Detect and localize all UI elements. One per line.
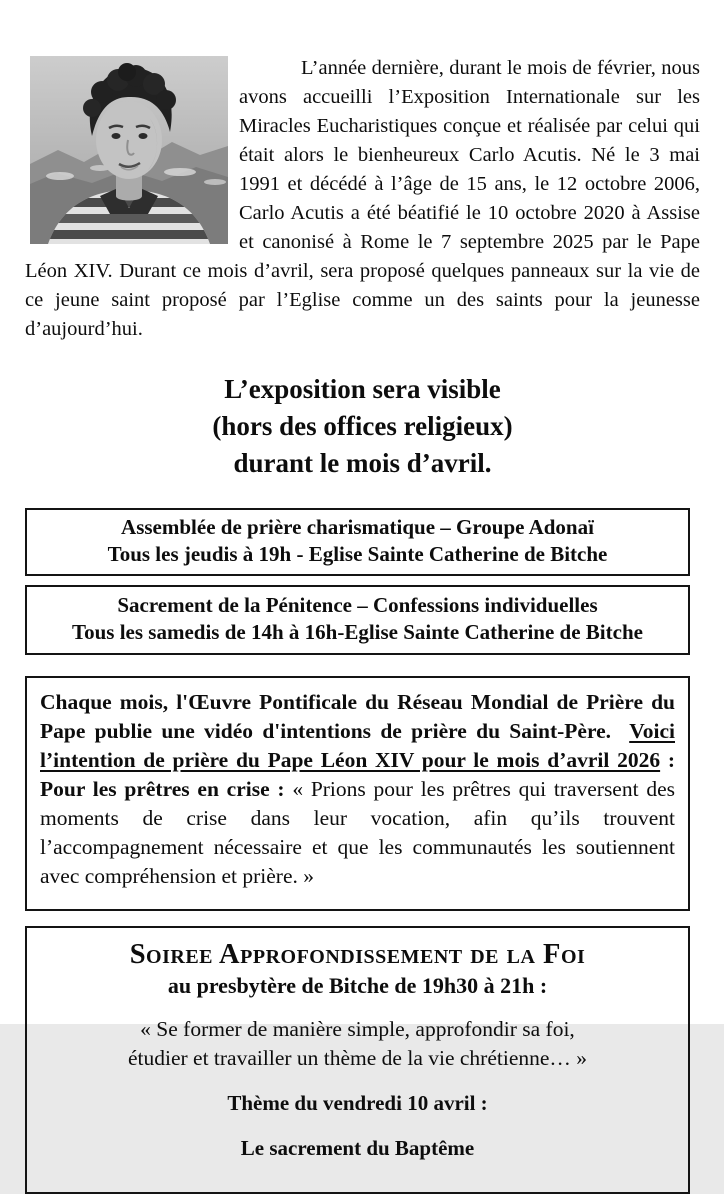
pope-intention-box [25,676,690,911]
portrait-illustration [30,56,228,244]
soiree-subtitle: au presbytère de Bitche de 19h30 à 21h : [167,972,548,998]
penitence-box-schedule: Tous les samedis de 14h à 16h-Eglise Sainte Catherine de Bitche [72,619,643,644]
soiree-quote-line1: « Se former de manière simple, approfondir sa foi, [140,1016,575,1041]
penitence-box-title: Sacrement de la Pénitence – Confessions individuelles [117,592,598,617]
exposition-heading-line1: L’exposition sera visible [224,373,501,404]
exposition-heading-line3: durant le mois d’avril. [233,447,492,478]
adonai-box-schedule: Tous les jeudis à 19h - Eglise Sainte Catherine de Bitche [107,541,608,566]
exposition-heading [25,371,700,482]
soiree-theme-value: Le sacrement du Baptême [240,1135,475,1160]
intention-intro-text: Chaque mois, l'Œuvre Pontificale du Réseau Mondial de Prière du Pape publie une vidéo d'intentions de prière du Saint-Père. [40,689,675,743]
penitence-box [25,585,690,655]
exposition-heading-line2: (hors des offices religieux) [212,410,513,441]
intro-paragraph [25,54,700,344]
intention-subject-text: : Pour les prêtres en crise : [40,747,675,801]
soiree-title: Soiree Approfondissement de la Foi [129,938,586,970]
adonai-box-title: Assemblée de prière charismatique – Groupe Adonaï [121,514,594,539]
soiree-quote-line2: étudier et travailler un thème de la vie chrétienne… » [127,1045,588,1070]
intro-text: L’année dernière, durant le mois de février, nous avons accueilli l’Exposition Internationale sur les Miracles Eucharistiques conçue et réalisée par celui qui était alors le bienheureux Carlo Acutis. Né le 3 mai 1991 et décédé à l’âge de 15 ans, le 12 octobre 2006, Carlo Acutis a été béatifié le 10 octobre 2020 à Assise et canonisé à Rome le 7 septembre 2025 par le Pape Léon XIV. Durant ce mois d’avril, sera proposé quelques panneaux sur la vie de ce jeune saint proposé par l’Eglise comme un des saints pour la jeunesse d’aujourd’hui. [25,56,700,340]
intention-quote-text: « Prions pour les prêtres qui traversent des moments de crise dans leur vocation, afin qu’ils trouvent l’accompagnement nécessaire et que les communautés les soutiennent avec compréhension et prière. » [40,776,675,888]
adonai-prayer-box [25,508,690,576]
soiree-quote [37,1015,678,1073]
carlo-acutis-photo [30,56,228,244]
soiree-theme-label: Thème du vendredi 10 avril : [227,1090,488,1115]
intention-underlined-text: Voici l’intention de prière du Pape Léon XIV pour le mois d’avril 2026 [40,718,675,772]
soiree-foi-box [25,926,690,1194]
